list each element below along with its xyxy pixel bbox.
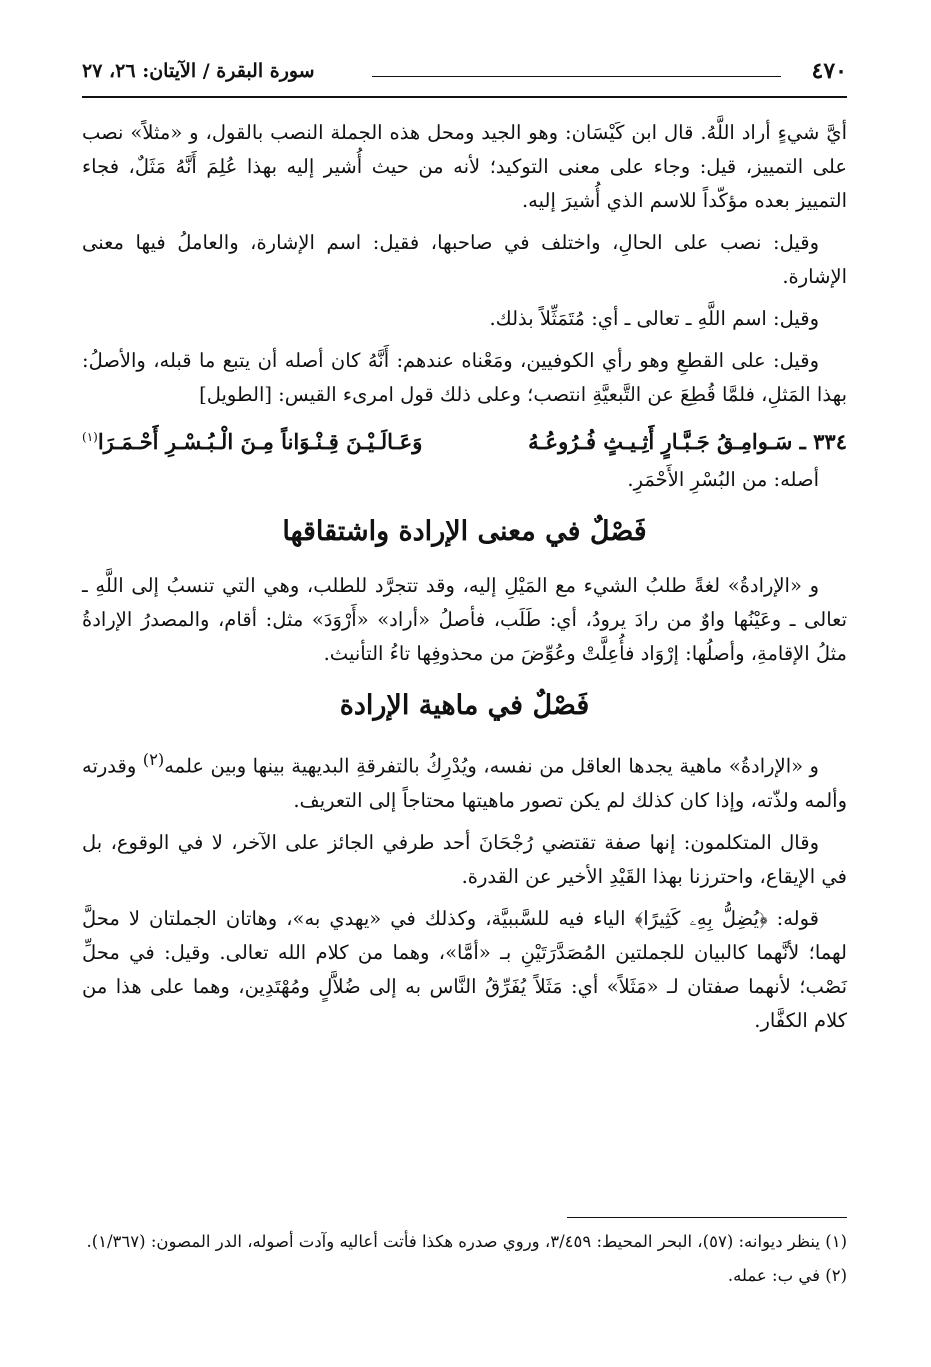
paragraph: و «الإرادةُ» لغةً طلبُ الشيء مع المَيْلِ إليه، وقد تتجرَّد للطلب، وهي التي تنسبُ إلى اللَّهِ ـ تعالى ـ وعَيْنُها واوٌ من رادَ يرودُ، أي: طَلَب، فأصلُ «أراد» «أَرْوَدَ» مثل: أقام، والمصدرُ الإرادةُ مثلُ الإقامةِ، وأصلُها: إرْوَاد فأُعِلَّتْ وعُوِّضَ من محذوفِها تاءُ التأنيث.: [82, 574, 847, 665]
page-number: ٤٧٠: [811, 58, 847, 84]
verse-first-hemistich: ٣٣٤ ـ سَـوامِـقُ جَـبَّـارٍ أَثِـيـثٍ فُـرُوعُـهُ: [528, 429, 847, 454]
poetry-verse: [82, 420, 847, 459]
section-title: فَصْلٌ في معنى الإرادة واشتقاقها: [282, 516, 647, 547]
footnote-marker: (٢): [142, 750, 165, 769]
section-title: فَصْلٌ في ماهية الإرادة: [339, 690, 590, 721]
footnote: (١) ينظر ديوانه: (٥٧)، البحر المحيط: ٣/٤٥٩، وروي صدره هكذا فأتت أعاليه وآدت أصوله، الدر المصون: (١/٣٦٧).: [86, 1232, 847, 1251]
paragraph: أصله: من البُسْرِ الأَحْمَرِ.: [627, 468, 819, 491]
paragraph-text: وقدرته وألمه ولذّته، وإذا كان كذلك لم يكن تصور ماهيتها محتاجاً إلى التعريف.: [82, 754, 847, 812]
header-rule: [372, 76, 781, 77]
paragraph: وقيل: نصب على الحالِ، واختلف في صاحبها، فقيل: اسم الإشارة، والعاملُ فيها معنى الإشارة.: [82, 231, 847, 288]
paragraph: وقال المتكلمون: إنها صفة تقتضي رُجْحَانَ أحد طرفي الجائز على الآخر، لا في الوقوع، بل في الإيقاع، واحترزنا بهذا القَيْدِ الأخير عن القدرة.: [82, 830, 847, 888]
paragraph: وقيل: على القطعِ وهو رأي الكوفيين، ومَعْناه عندهم: أَنَّهُ كان أصله أن يتبع ما قبله، والأصلُ: بهذا المَثلِ، فلمَّا قُطِعَ عن التَّبعيَّةِ انتصب؛ وعلى ذلك قول امرىء القيس: [الطويل]: [82, 349, 847, 406]
paragraph: قوله: ﴿يُضِلُّ بِهِۦ كَثِيرًا﴾ الياء فيه للسَّببيَّة، وكذلك في «يهدي به»، وهاتان الجملتان لا محلَّ لهما؛ لأنَّهما كالبيان للجملتين المُصَدَّرَتَيْنِ بـ «أمَّا»، وهما من كلام الله تعالى. وقيل: في محلِّ نَصْب؛ لأنهما صفتان لـ «مَثَلاً» أي: مَثَلاً يُفَرِّقُ النَّاس به إلى ضُلاَّلٍ ومُهْتَدِين، وهما على هذا من كلام الكفَّار.: [82, 906, 847, 1032]
running-header: [82, 58, 847, 98]
paragraph: وقيل: اسم اللَّهِ ـ تعالى ـ أي: مُتَمَثِّلاً بذلك.: [489, 307, 819, 330]
main-text: [82, 116, 847, 1046]
surah-title: سورة البقرة / الآيتان: ٢٦، ٢٧: [82, 60, 315, 82]
footnote: (٢) في ب: عمله.: [727, 1266, 847, 1285]
verse-second-hemistich: وَعَـالَـيْـنَ قِـنْـوَاناً مِـنَ الْـبُـسْـرِ أَحْـمَـرَا: [97, 429, 423, 454]
paragraph-text: و «الإرادةُ» ماهية يجدها العاقل من نفسه، ويُدْرِكُ بالتفرقةِ البديهية بينها وبين علمه: [164, 754, 819, 778]
footnotes: [82, 1228, 847, 1296]
verse-second-hemistich-wrap: [82, 420, 422, 459]
paragraph-with-note: [82, 743, 847, 818]
footnote-rule: [567, 1217, 847, 1218]
paragraph: أيَّ شيءٍ أراد اللَّهُ. قال ابن كَيْسَان: وهو الجيد ومحل هذه الجملة النصب بالقول، و «مثلاً» نصب على التمييز، قيل: وجاء على معنى التوكيد؛ لأنه من حيث أُشير إليه بهذا عُلِمَ أَنَّهُ مَثَلٌ، فجاء التمييز بعده مؤكّداً للاسم الذي أُشيرَ إليه.: [82, 121, 847, 212]
footnote-marker: (١): [82, 430, 98, 444]
